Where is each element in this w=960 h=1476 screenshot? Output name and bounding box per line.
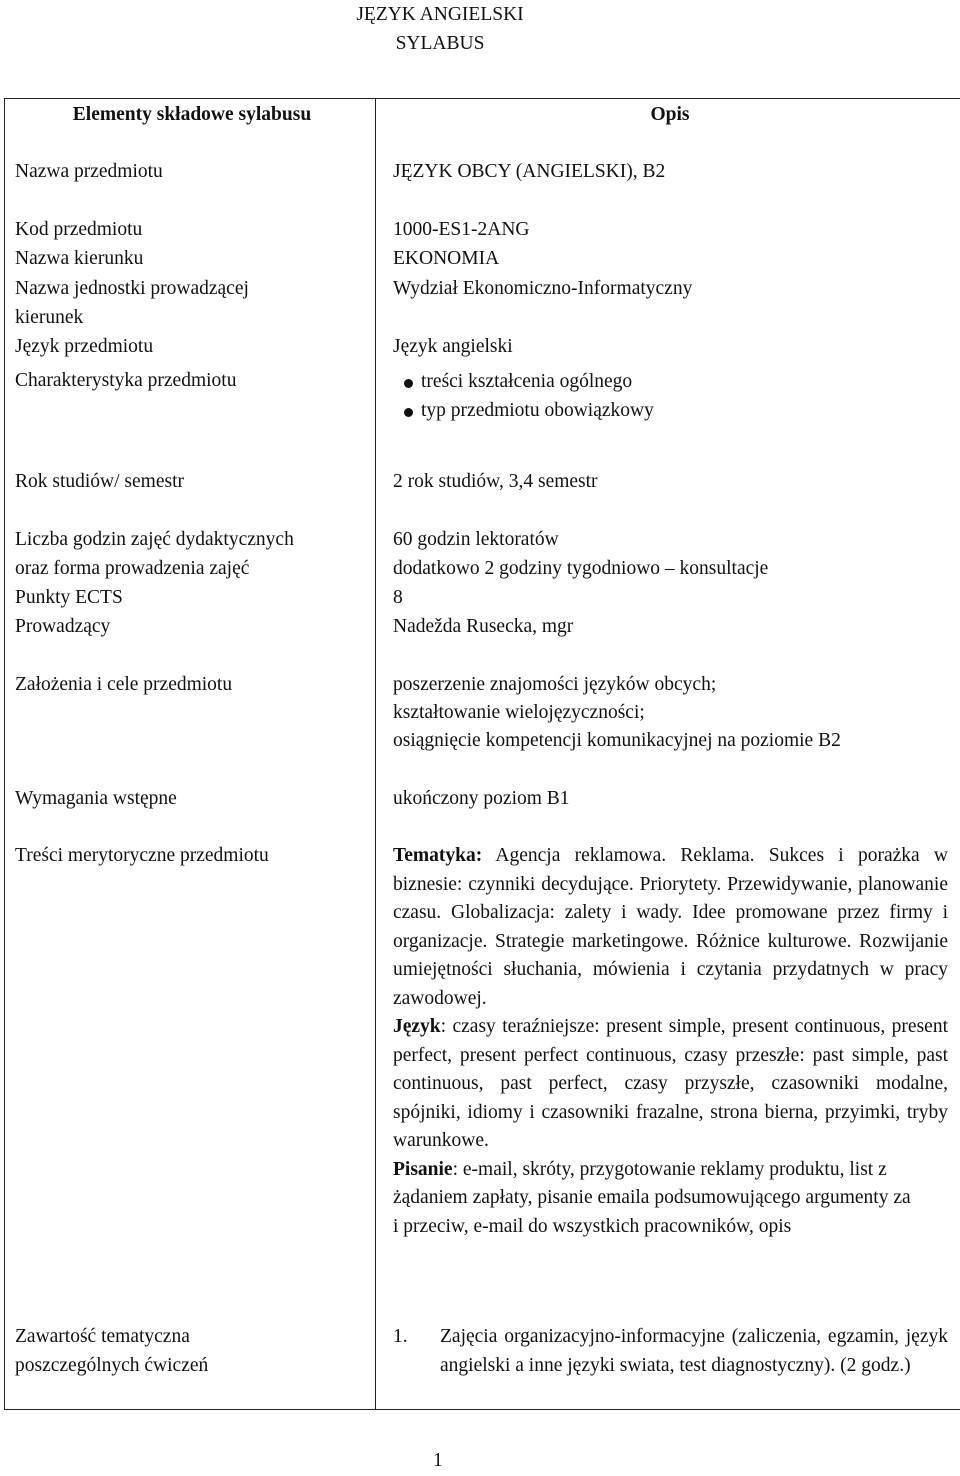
value-jednostka: Wydział Ekonomiczno-Informatyczny [393,278,693,299]
label-tresci: Treści merytoryczne przedmiotu [15,845,269,866]
label-punkty-ects: Punkty ECTS [15,587,123,608]
label-kod-przedmiotu: Kod przedmiotu [15,219,143,240]
zawartosc-item-text: Zajęcia organizacyjno-informacyjne (zaliczenia, egzamin, język angielski a inne języki swiata, test diagnostyczny). (2 godz.) [440,1326,948,1376]
title-line-1: JĘZYK ANGIELSKI [356,4,524,25]
label-zawartosc-line1: Zawartość tematyczna [15,1326,190,1347]
tematyka-text: Agencja reklamowa. Reklama. Sukces i porażka w biznesie: czynniki decydujące. Priorytety. Przewidywanie, planowanie czasu. Globalizacja: zalety i wady. Idee promowane przez firmy i organizacje. Strategie marketingowe. Różnice kulturowe. Rozwijanie umiejętności słuchania, mówienia i czytania przydatnych w pracy zawodowej. [393,845,948,1009]
jezyk-label: Język [393,1016,441,1037]
value-zalozenia-line1: poszerzenie znajomości języków obcych; [393,674,717,695]
value-punkty-ects: 8 [393,587,403,608]
label-wymagania: Wymagania wstępne [15,788,177,809]
header-right: Opis [650,104,690,125]
zawartosc-item-number: 1. [393,1326,408,1347]
label-nazwa-przedmiotu: Nazwa przedmiotu [15,161,163,182]
jezyk-paragraph [393,1013,948,1156]
value-nazwa-kierunku: EKONOMIA [393,248,500,269]
value-zalozenia-line2: kształtowanie wielojęzyczności; [393,702,645,723]
pisanie-paragraph [393,1156,913,1242]
value-godziny-line2: dodatkowo 2 godziny tygodniowo – konsultacje [393,558,769,579]
value-nazwa-przedmiotu: JĘZYK OBCY (ANGIELSKI), B2 [393,161,666,182]
value-zalozenia-line3: osiągnięcie kompetencji komunikacyjnej na poziomie B2 [393,730,841,751]
label-jednostka-line2: kierunek [15,307,84,328]
value-wymagania: ukończony poziom B1 [393,788,570,809]
page-number: 1 [433,1450,443,1471]
title-line-2: SYLABUS [395,33,485,54]
jezyk-text: : czasy teraźniejsze: present simple, present continuous, present perfect, present perfect continuous, czasy przeszłe: past simple, past continuous, past perfect, czasy przyszłe, czasowniki modalne, spójniki, idiomy i czasowniki frazalne, strona bierna, przyimki, tryby warunkowe. [393,1016,948,1151]
label-rok-studiow: Rok studiów/ semestr [15,471,184,492]
tematyka-label: Tematyka: [393,845,483,866]
value-rok-studiow: 2 rok studiów, 3,4 semestr [393,471,598,492]
value-jezyk-przedmiotu: Język angielski [393,336,513,357]
value-prowadzacy: Nadežda Rusecka, mgr [393,616,574,637]
label-jezyk-przedmiotu: Język przedmiotu [15,336,154,357]
header-left: Elementy składowe sylabusu [72,104,312,125]
label-prowadzacy: Prowadzący [15,616,111,637]
pisanie-label: Pisanie [393,1158,453,1180]
label-zawartosc-line2: poszczególnych ćwiczeń [15,1355,209,1376]
value-godziny-line1: 60 godzin lektoratów [393,529,559,550]
pisanie-text: : e-mail, skróty, przygotowanie reklamy produktu, list z żądaniem zapłaty, pisanie emaila podsumowującego argumenty za i przeciw, e-mail do wszystkich pracowników, opis [393,1158,911,1237]
column-divider [375,98,376,1410]
value-kod-przedmiotu: 1000-ES1-2ANG [393,219,530,240]
label-zalozenia: Założenia i cele przedmiotu [15,674,233,695]
label-charakterystyka: Charakterystyka przedmiotu [15,370,237,391]
value-tresci [393,842,948,1241]
label-nazwa-kierunku: Nazwa kierunku [15,248,144,269]
document-title [0,0,880,58]
label-jednostka-line1: Nazwa jednostki prowadzącej [15,278,249,299]
tematyka-paragraph [393,842,948,1013]
label-godziny-line1: Liczba godzin zajęć dydaktycznych [15,529,294,550]
label-godziny-line2: oraz forma prowadzenia zajęć [15,558,250,579]
